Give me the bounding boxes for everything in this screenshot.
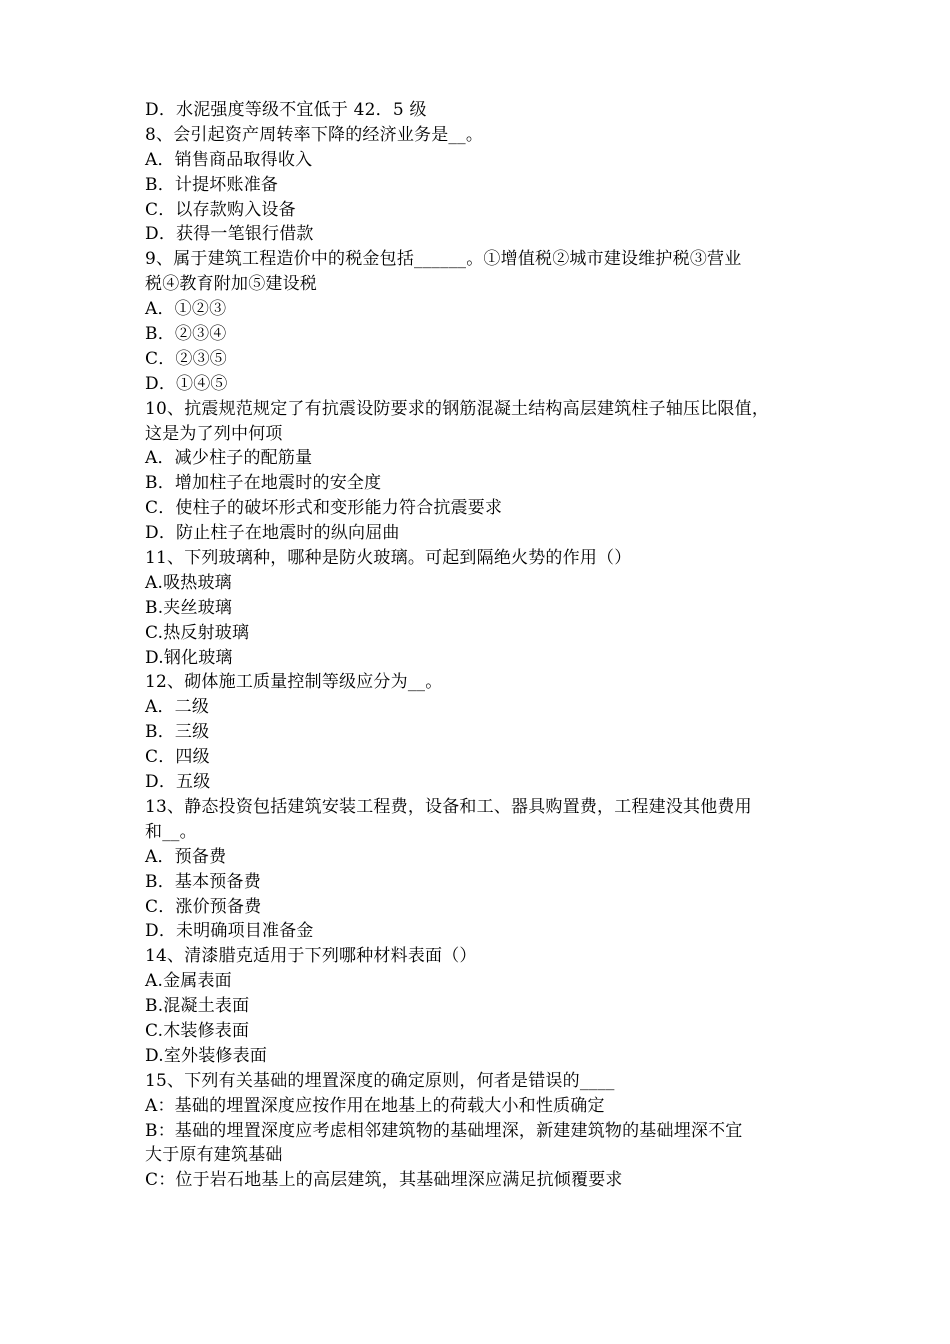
option-line: B.混凝土表面	[145, 996, 250, 1017]
option-line: C．以存款购入设备	[145, 199, 296, 220]
option-line: B．基本预备费	[145, 871, 261, 892]
question-line: 14、清漆腊克适用于下列哪种材料表面（）	[145, 946, 477, 967]
option-line: D．防止柱子在地震时的纵向屈曲	[145, 523, 400, 544]
option-line: C.木装修表面	[145, 1020, 250, 1041]
question-line: 9、属于建筑工程造价中的税金包括______。①增值税②城市建设维护税③营业	[145, 249, 742, 270]
option-line: A．①②③	[145, 299, 227, 320]
option-line: A：基础的埋置深度应按作用在地基上的荷载大小和性质确定	[145, 1095, 605, 1116]
question-line: 15、下列有关基础的埋置深度的确定原则，何者是错误的____	[145, 1070, 615, 1091]
question-line: 税④教育附加⑤建设税	[145, 274, 317, 295]
option-line: D．①④⑤	[145, 373, 228, 394]
option-line: B．②③④	[145, 324, 227, 345]
option-line: C.热反射玻璃	[145, 622, 250, 643]
option-line: A.吸热玻璃	[145, 572, 232, 593]
option-line: A.金属表面	[145, 971, 232, 992]
question-line: 13、静态投资包括建筑安装工程费，设备和工、器具购置费，工程建没其他费用	[145, 796, 752, 817]
question-line: 和__。	[145, 821, 197, 842]
document-body	[145, 98, 825, 1193]
option-line: D.室外装修表面	[145, 1045, 268, 1066]
option-line: A．销售商品取得收入	[145, 149, 313, 170]
option-line: B．计提坏账准备	[145, 174, 279, 195]
option-line: C．使柱子的破坏形式和变形能力符合抗震要求	[145, 498, 503, 519]
option-line: 大于原有建筑基础	[145, 1145, 283, 1166]
question-line: 这是为了列中何项	[145, 423, 283, 444]
option-line: C：位于岩石地基上的高层建筑，其基础埋深应满足抗倾覆要求	[145, 1170, 623, 1191]
question-line: 10、抗震规范规定了有抗震设防要求的钢筋混凝土结构高层建筑柱子轴压比限值，	[145, 398, 770, 419]
option-line: C．②③⑤	[145, 348, 228, 369]
option-line: B．三级	[145, 722, 210, 743]
option-line: A．减少柱子的配筋量	[145, 448, 313, 469]
question-line: 12、砌体施工质量控制等级应分为__。	[145, 672, 443, 693]
question-line: 11、下列玻璃种，哪种是防火玻璃。可起到隔绝火势的作用（）	[145, 548, 632, 569]
option-line: B．增加柱子在地震时的安全度	[145, 473, 382, 494]
option-line: B.夹丝玻璃	[145, 597, 233, 618]
option-line: A．二级	[145, 697, 210, 718]
option-line: B：基础的埋置深度应考虑相邻建筑物的基础埋深，新建建筑物的基础埋深不宜	[145, 1120, 743, 1141]
option-line: A．预备费	[145, 846, 227, 867]
option-line: D.钢化玻璃	[145, 647, 233, 668]
option-line: D．水泥强度等级不宜低于 42．5 级	[145, 100, 427, 120]
option-line: D．五级	[145, 772, 211, 793]
question-line: 8、会引起资产周转率下降的经济业务是__。	[145, 124, 484, 145]
option-line: C．涨价预备费	[145, 896, 262, 917]
option-line: D．未明确项目准备金	[145, 921, 314, 942]
option-line: C．四级	[145, 747, 210, 768]
option-line: D．获得一笔银行借款	[145, 224, 314, 245]
